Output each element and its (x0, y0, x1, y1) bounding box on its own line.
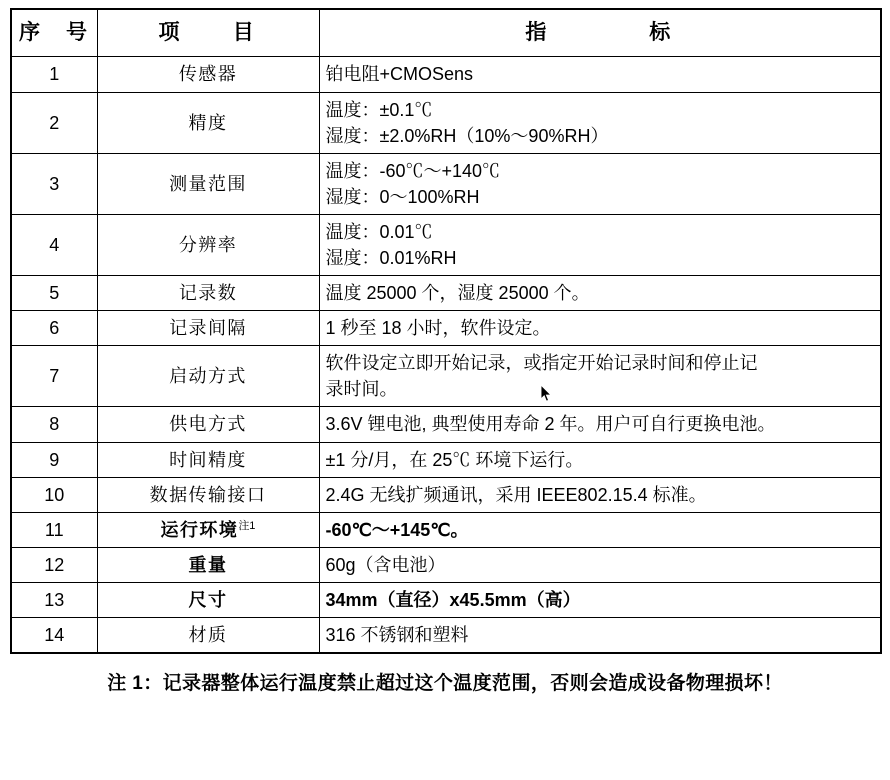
specification-table (10, 8, 882, 654)
row-number: 6 (11, 311, 97, 346)
spec-line: 湿度：±2.0%RH（10%～90%RH） (325, 125, 609, 146)
row-number: 1 (11, 57, 97, 92)
row-spec-value (319, 276, 881, 311)
spec-line: 铂电阻+CMOSens (325, 64, 474, 85)
row-number: 7 (11, 346, 97, 407)
table-row (11, 57, 881, 92)
table-row (11, 311, 881, 346)
row-spec-value (319, 547, 881, 582)
row-item-label (97, 346, 319, 407)
table-row (11, 92, 881, 153)
row-number: 9 (11, 442, 97, 477)
row-number: 4 (11, 214, 97, 275)
row-item-label (97, 407, 319, 442)
spec-line: 温度：±0.1℃ (325, 99, 433, 120)
row-item-text: 传感器 (178, 64, 238, 85)
row-number: 2 (11, 92, 97, 153)
column-header-spec: 指 标 (319, 9, 881, 57)
row-item-label (97, 311, 319, 346)
row-item-label (97, 214, 319, 275)
row-spec-value (319, 57, 881, 92)
table-row (11, 153, 881, 214)
spec-line: 温度：-60℃～+140℃ (325, 160, 501, 181)
row-item-text: 材质 (188, 625, 228, 646)
footnote-marker: 注1 (238, 519, 256, 532)
row-item-text: 数据传输接口 (149, 484, 267, 505)
spec-line: 34mm（直径）x45.5mm（高） (325, 589, 581, 610)
table-row (11, 582, 881, 617)
row-item-text: 记录间隔 (169, 318, 247, 339)
row-item-label (97, 92, 319, 153)
row-spec-value (319, 582, 881, 617)
row-spec-value (319, 214, 881, 275)
row-item-text: 供电方式 (169, 414, 247, 435)
table-row (11, 512, 881, 547)
table-row (11, 477, 881, 512)
row-spec-value (319, 346, 881, 407)
table-row (11, 214, 881, 275)
row-item-label (97, 547, 319, 582)
spec-line: 温度：0.01℃ (325, 221, 433, 242)
spec-line: 湿度：0.01%RH (325, 248, 457, 268)
spec-line: 录时间。 (325, 379, 398, 400)
row-spec-value (319, 153, 881, 214)
row-item-text: 重量 (188, 554, 228, 575)
row-number: 11 (11, 512, 97, 547)
column-header-item: 项 目 (97, 9, 319, 57)
row-item-label (97, 582, 319, 617)
row-item-text: 时间精度 (169, 449, 247, 470)
row-item-text: 分辨率 (178, 234, 238, 255)
row-spec-value (319, 92, 881, 153)
row-item-label (97, 57, 319, 92)
column-header-no: 序 号 (11, 9, 97, 57)
row-item-text: 启动方式 (169, 366, 247, 387)
row-number: 8 (11, 407, 97, 442)
table-header (11, 9, 881, 57)
footnote: 注 1：记录器整体运行温度禁止超过这个温度范围，否则会造成设备物理损坏！ (107, 673, 783, 695)
table-row (11, 276, 881, 311)
spec-line: 60g（含电池） (325, 554, 446, 575)
row-item-label (97, 442, 319, 477)
spec-line: ±1 分/月，在 25℃ 环境下运行。 (325, 449, 584, 470)
row-spec-value (319, 407, 881, 442)
table-row (11, 346, 881, 407)
row-item-text: 精度 (188, 112, 228, 133)
row-number: 13 (11, 582, 97, 617)
row-number: 3 (11, 153, 97, 214)
table-row (11, 618, 881, 654)
row-number: 10 (11, 477, 97, 512)
spec-line: 316 不锈钢和塑料 (325, 625, 469, 646)
row-spec-value (319, 477, 881, 512)
table-body (11, 57, 881, 653)
row-item-text: 尺寸 (188, 589, 228, 610)
row-item-label (97, 477, 319, 512)
row-spec-value (319, 311, 881, 346)
row-number: 12 (11, 547, 97, 582)
spec-line: 湿度：0～100%RH (325, 186, 480, 207)
row-item-label (97, 153, 319, 214)
row-item-text: 运行环境 (160, 519, 239, 540)
row-item-label (97, 512, 319, 547)
spec-line: 2.4G 无线扩频通讯，采用 IEEE802.15.4 标准。 (325, 484, 707, 505)
row-spec-value (319, 512, 881, 547)
row-number: 14 (11, 618, 97, 654)
spec-line: 温度 25000 个，湿度 25000 个。 (325, 283, 590, 304)
table-row (11, 407, 881, 442)
row-number: 5 (11, 276, 97, 311)
row-spec-value (319, 618, 881, 654)
spec-line: 1 秒至 18 小时，软件设定。 (325, 318, 551, 339)
row-item-label (97, 276, 319, 311)
row-item-label (97, 618, 319, 654)
row-spec-value (319, 442, 881, 477)
spec-line: 3.6V 锂电池, 典型使用寿命 2 年。用户可自行更换电池。 (325, 414, 776, 435)
row-item-text: 记录数 (178, 283, 238, 304)
spec-line: -60℃～+145℃。 (325, 519, 469, 540)
spec-line: 软件设定立即开始记录，或指定开始记录时间和停止记 (325, 353, 758, 374)
header-row (11, 9, 881, 57)
table-row (11, 547, 881, 582)
table-row (11, 442, 881, 477)
row-item-text: 测量范围 (169, 173, 247, 194)
